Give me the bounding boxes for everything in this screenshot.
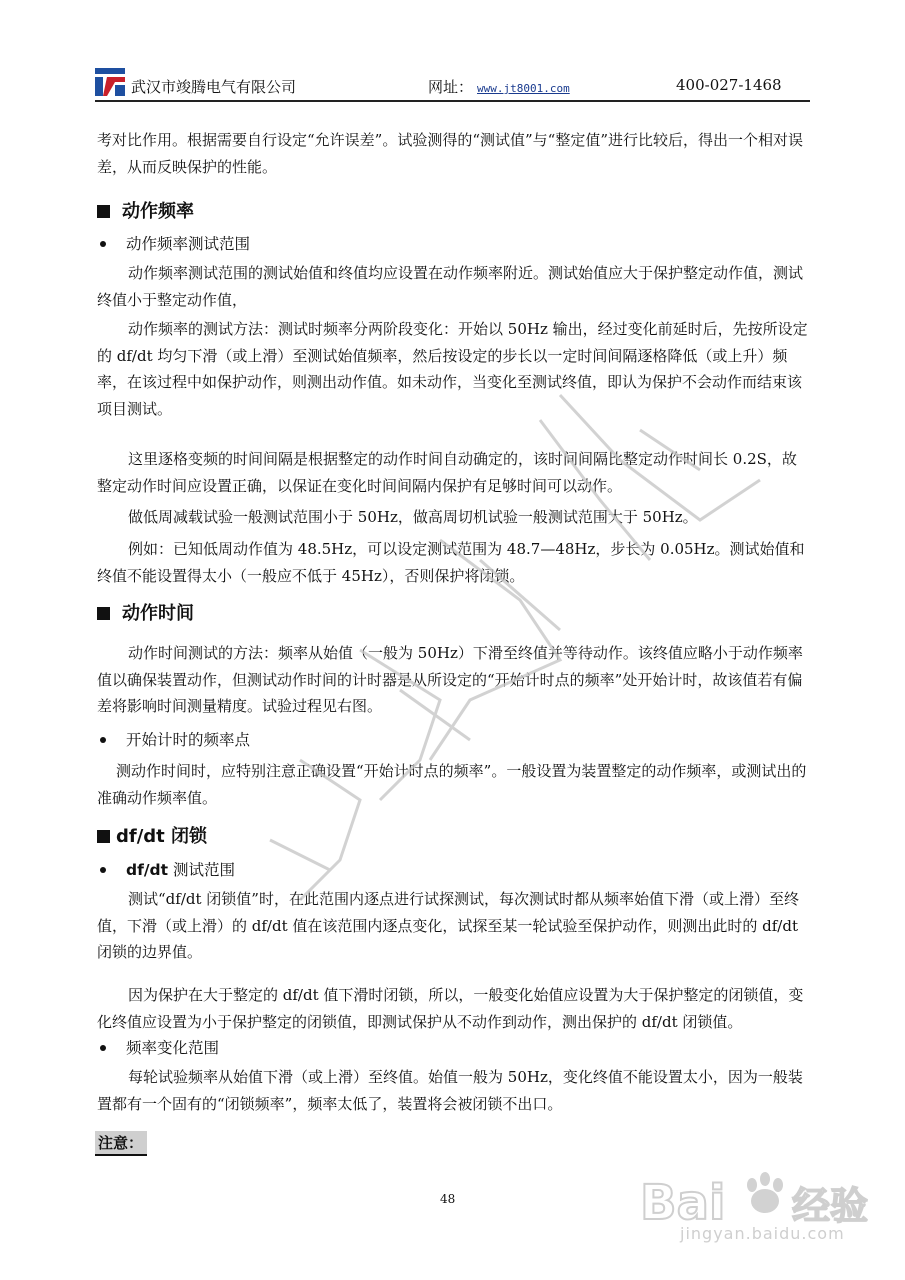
square-bullet-icon [97, 607, 110, 620]
heading-text: 动作频率 [122, 201, 194, 222]
paragraph-frequency-interval: 这里逐格变频的时间间隔是根据整定的动作时间自动确定的，该时间间隔比整定动作时间长 0.2S，故整定动作时间应设置正确，以保证在变化时间间隔内保护有足够时间可以动作。 [97, 450, 797, 495]
paragraph-start-frequency: 测动作时间时，应特别注意正确设置“开始计时点的频率”。一般设置为装置整定的动作频率，或测试出的准确动作频率值。 [97, 762, 807, 807]
subheading-bold-text: df/dt [126, 861, 169, 879]
paragraph-time-method: 动作时间测试的方法：频率从始值（一般为 50Hz）下滑至终值并等待动作。该终值应略小于动作频率值以确保装置动作，但测试动作时间的计时器是从所设定的“开始计时点的频率”处开始计时，故该值若有偏差将影响时间测量精度。试验过程见右图。 [97, 644, 803, 715]
paragraph-intro: 考对比作用。根据需要自行设定“允许误差”。试验测得的“测试值”与“整定值”进行比较后，得出一个相对误差，从而反映保护的性能。 [97, 131, 804, 176]
heading-text: 动作时间 [122, 603, 194, 624]
paragraph-dfdt-test: 测试“df/dt 闭锁值”时，在此范围内逐点进行试探测试，每次测试时都从频率始值下滑（或上滑）至终值，下滑（或上滑）的 df/dt 值在该范围内逐点变化，试探至某一轮试验至保护动作，则测出此时的 df/dt 闭锁的边界值。 [97, 890, 799, 961]
bullet-icon [100, 1045, 106, 1051]
paragraph-frequency-change: 每轮试验频率从始值下滑（或上滑）至终值。始值一般为 50Hz，变化终值不能设置太小，因为一般装置都有一个固有的“闭锁频率”，频率太低了，装置将会被闭锁不出口。 [97, 1068, 803, 1113]
subheading-text: 动作频率测试范围 [126, 235, 251, 253]
baidu-url-watermark: jingyan.baidu.com [680, 1224, 845, 1243]
subheading-dfdt-range [97, 858, 235, 880]
svg-text:Bai: Bai [640, 1175, 726, 1231]
subheading-text: 测试范围 [168, 861, 235, 879]
bullet-icon [100, 241, 106, 247]
note-label: 注意： [95, 1131, 147, 1156]
bullet-icon [100, 737, 106, 743]
page-header [95, 66, 810, 102]
square-bullet-icon [97, 205, 110, 218]
company-logo-icon [95, 68, 125, 96]
paragraph-frequency-range: 动作频率测试范围的测试始值和终值均应设置在动作频率附近。测试始值应大于保护整定动作值，测试终值小于整定动作值， [97, 264, 804, 309]
subheading-start-frequency [97, 728, 250, 750]
heading-bold-text: df/dt [116, 826, 165, 847]
heading-action-frequency [97, 197, 194, 223]
heading-action-time [97, 599, 194, 625]
heading-text: 闭锁 [164, 826, 208, 847]
subheading-text: 开始计时的频率点 [126, 731, 251, 749]
website-link[interactable]: www.jt8001.com [477, 82, 570, 95]
svg-text:经验: 经验 [792, 1184, 869, 1228]
bullet-icon [100, 867, 106, 873]
paragraph-dfdt-reason: 因为保护在大于整定的 df/dt 值下滑时闭锁，所以，一般变化始值应设置为大于保护整定的闭锁值，变化终值应设置为小于保护整定的闭锁值，即测试保护从不动作到动作，测出保护的 df/dt 闭锁值。 [97, 986, 804, 1031]
square-bullet-icon [97, 830, 110, 843]
phone-number: 400-027-1468 [676, 76, 782, 94]
website-label: 网址： [428, 78, 474, 96]
company-name: 武汉市竣腾电气有限公司 [131, 78, 297, 96]
page-number: 48 [440, 1192, 456, 1206]
paragraph-frequency-low: 做低周减载试验一般测试范围小于 50Hz，做高周切机试验一般测试范围大于 50Hz。 [128, 508, 698, 526]
subheading-frequency-range [97, 232, 250, 254]
heading-dfdt-lock [97, 822, 207, 848]
website [428, 76, 570, 97]
subheading-frequency-change [97, 1036, 219, 1058]
paragraph-frequency-method: 动作频率的测试方法：测试时频率分两阶段变化：开始以 50Hz 输出，经过变化前延时后，先按所设定的 df/dt 均匀下滑（或上滑）至测试始值频率，然后按设定的步长以一定时间间隔逐格降低（或上升）频率，在该过程中如保护动作，则测出动作值。如未动作，当变化至测试终值，即认为保护不会动作而结束该项目测试。 [97, 320, 808, 418]
paragraph-frequency-example: 例如：已知低周动作值为 48.5Hz，可以设定测试范围为 48.7—48Hz，步长为 0.05Hz。测试始值和终值不能设置得太小（一般应不低于 45Hz），否则保护将闭锁。 [97, 540, 805, 585]
subheading-text: 频率变化范围 [126, 1039, 220, 1057]
